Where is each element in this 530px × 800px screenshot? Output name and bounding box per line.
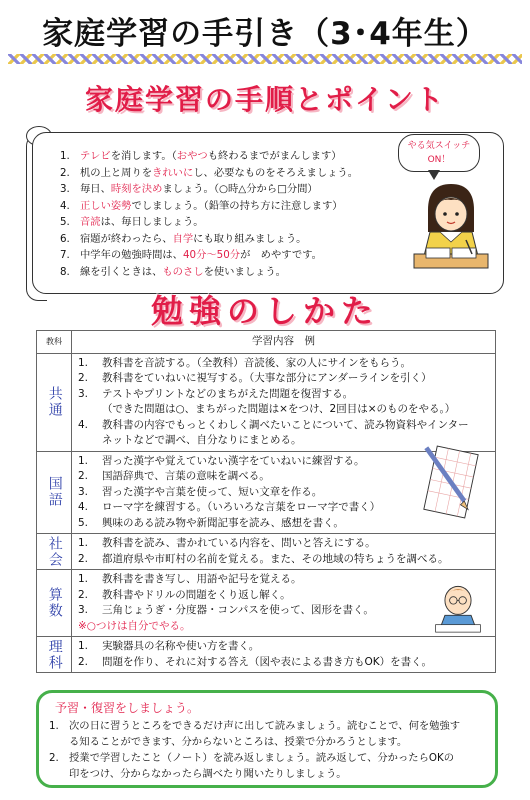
content-item [78, 536, 491, 552]
content-item [78, 356, 491, 372]
procedure-item [60, 214, 420, 231]
content-column-header: 学習内容 例 [72, 331, 496, 354]
content-item-text: ローマ字を練習する。（いろいろな言葉をローマ字で書く） [102, 501, 381, 513]
review-item-line2: る知ることができます、分からないところは、授業で分かろうとします。 [69, 736, 408, 748]
subject-label: 算数 [46, 587, 63, 619]
procedure-item-text: 中学年の勉強時間は、 [80, 249, 183, 261]
speech-bubble [398, 134, 480, 172]
content-item-number: 2. [78, 470, 89, 482]
procedure-item-highlight: きれいに [152, 166, 194, 179]
content-item-number: 3. [78, 485, 89, 498]
content-item-text: 教科書をていねいに視写する。（大事な部分にアンダーラインを引く） [102, 372, 432, 384]
procedure-item-text: ましょう。（○時△分から□分間） [162, 183, 318, 195]
content-item [78, 655, 491, 671]
content-item-number: 2. [78, 588, 89, 601]
review-title: 予習・復習をしましょう。 [55, 701, 200, 715]
content-item-text: 教科書を読み、書かれている内容を、問いと答えにする。 [102, 537, 376, 549]
procedure-item-text: 宿題が終わったら、 [80, 232, 173, 245]
table-row [37, 637, 496, 673]
subject-label: 理科 [46, 638, 63, 671]
procedure-item-number: 8. [60, 265, 70, 278]
procedure-item-highlight: 正しい姿勢 [80, 199, 132, 212]
procedure-item-text: を使いましょう。 [203, 265, 286, 278]
study-heading: 勉強のしかた [150, 292, 379, 330]
review-item-number: 2. [49, 752, 59, 764]
procedure-item-text: でしましょう。（鉛筆の持ち方に注意します） [131, 199, 343, 212]
procedure-item-highlight: 自学 [172, 232, 194, 245]
procedure-item-highlight: ものさし [162, 265, 204, 278]
content-item-number: 3. [78, 604, 89, 616]
subject-cell [37, 534, 72, 570]
content-item-number: 1. [78, 356, 89, 369]
subject-label: 国語 [46, 476, 63, 509]
content-item [78, 552, 491, 568]
procedure-item-highlight: テレビ [80, 150, 111, 162]
procedure-item [60, 247, 420, 264]
content-item-number: 4. [78, 501, 89, 513]
procedure-item-number: 6. [60, 232, 70, 245]
content-item-continuation: （できた問題は○、まちがった問題は×をつけ、2回目は×のものをやる。） [102, 403, 456, 415]
review-item-line1: 次の日に習うところをできるだけ声に出して読みましょう。読むことで、何を勉強す [69, 720, 461, 732]
procedure-item-text: は、毎日しましょう。 [100, 216, 204, 228]
studying-boy-illustration [430, 578, 486, 634]
pencil-notebook-illustration [422, 444, 480, 520]
procedure-item-text: 机の上と周りを [80, 166, 153, 179]
content-item-text: テストやプリントなどのまちがえた問題を復習する。 [102, 387, 354, 400]
content-item-text: 実験器具の名称や使い方を書く。 [102, 640, 260, 652]
procedure-item-number: 1. [60, 150, 70, 162]
review-item-line1: 授業で学習したこと（ノート）を読み返しましょう。読み返して、分かったらOKの [69, 752, 455, 764]
procedure-item-number: 5. [60, 216, 70, 228]
procedure-heading: 家庭学習の手順とポイント [84, 83, 445, 116]
content-item-number: 5. [78, 516, 89, 529]
content-item-text: 教科書の内容でもっとくわしく調べたいことについて、読み物資料やインター [102, 418, 469, 431]
procedure-item-text: を消します。（ [110, 150, 177, 162]
table-header-row [37, 331, 496, 354]
content-item [78, 371, 491, 387]
procedure-item-number: 3. [60, 183, 70, 195]
table-row [37, 353, 496, 451]
subject-cell [37, 451, 72, 534]
review-item [49, 718, 485, 734]
content-item-number: 2. [78, 552, 89, 565]
speech-bubble-line1: やる気スイッチ [407, 141, 471, 151]
content-item-text: 国語辞典で、言葉の意味を調べる。 [102, 470, 270, 482]
procedure-item [60, 148, 420, 165]
content-item [78, 639, 491, 655]
content-item-number: 1. [78, 454, 89, 467]
subject-label: 共通 [46, 386, 63, 418]
content-item-text: 習った漢字や覚えていない漢字をていねいに練習する。 [102, 454, 365, 467]
content-item-text: 教科書を書き写し、用語や記号を覚える。 [102, 573, 302, 585]
page-title: 家庭学習の手引き（3･4年生） [42, 16, 488, 52]
procedure-item-text: 線を引くときは、 [80, 265, 163, 278]
procedure-item-text: も終わるまでがまんします） [207, 150, 342, 162]
table-row [37, 570, 496, 637]
procedure-item-number: 4. [60, 199, 70, 212]
procedure-item-text: し、必要なものをそろえましょう。 [193, 166, 359, 179]
content-item-text: 習った漢字や言葉を使って、短い文章を作る。 [102, 485, 323, 498]
content-item-text: 教科書を音読する。（全教科）音読後、家の人にサインをもらう。 [102, 356, 412, 369]
content-item-number: 1. [78, 573, 89, 585]
content-item-number: 4. [78, 418, 89, 431]
procedure-item [60, 264, 420, 281]
content-cell [72, 534, 496, 570]
procedure-item [60, 231, 420, 248]
subject-label: 社会 [46, 535, 63, 568]
content-cell [72, 637, 496, 673]
content-item-number: 1. [78, 640, 89, 652]
procedure-item-highlight: 40分～50分 [182, 249, 241, 261]
procedure-item-highlight: 時刻を決め [110, 183, 163, 195]
content-note: ※○つけは自分でやる。 [78, 619, 191, 632]
decorative-border [8, 54, 522, 64]
subject-column-header: 教科 [37, 331, 72, 354]
review-box [36, 690, 498, 788]
procedure-item [60, 198, 420, 215]
procedure-item-text: が めやすです。 [240, 249, 322, 261]
content-item-number: 2. [78, 372, 89, 384]
subject-cell [37, 353, 72, 451]
content-item-number: 1. [78, 537, 89, 549]
content-item-text: 教科書やドリルの問題をくり返し解く。 [102, 588, 291, 601]
procedure-item [60, 181, 420, 198]
procedure-item-text: 毎日、 [80, 183, 111, 195]
content-item [78, 387, 491, 403]
content-item-number: 3. [78, 387, 89, 400]
procedure-item-number: 2. [60, 166, 70, 179]
procedure-list [60, 148, 420, 280]
review-item [49, 750, 485, 766]
content-item-text: 興味のある読み物や新聞記事を読み、感想を書く。 [102, 516, 344, 529]
subject-cell [37, 570, 72, 637]
procedure-item-highlight: 音読 [80, 216, 101, 228]
procedure-item-text: にも取り組みましょう。 [193, 232, 307, 245]
content-item-text: 問題を作り、それに対する答え（図や表による書き方もOK）を書く。 [102, 655, 432, 668]
content-item-continuation: ネットなどで調べ、自分なりにまとめる。 [102, 434, 302, 446]
review-list [49, 718, 485, 782]
content-item [78, 418, 491, 434]
studying-girl-illustration [410, 176, 492, 276]
procedure-item [60, 165, 420, 182]
table-row [37, 534, 496, 570]
content-item-text: 三角じょうぎ・分度器・コンパスを使って、図形を書く。 [102, 604, 374, 616]
content-item-text: 都道府県や市町村の名前を覚える。また、その地域の特ちょうを調べる。 [102, 552, 449, 565]
content-cell [72, 353, 496, 451]
procedure-item-highlight: おやつ [176, 150, 208, 162]
procedure-item-number: 7. [60, 249, 70, 261]
speech-bubble-line2: ON！ [427, 155, 451, 165]
content-item-number: 2. [78, 655, 89, 668]
subject-cell [37, 637, 72, 673]
review-item-number: 1. [49, 720, 59, 732]
review-item-line2: 印をつけ、分からなかったら調べたり聞いたりしましょう。 [69, 768, 347, 780]
